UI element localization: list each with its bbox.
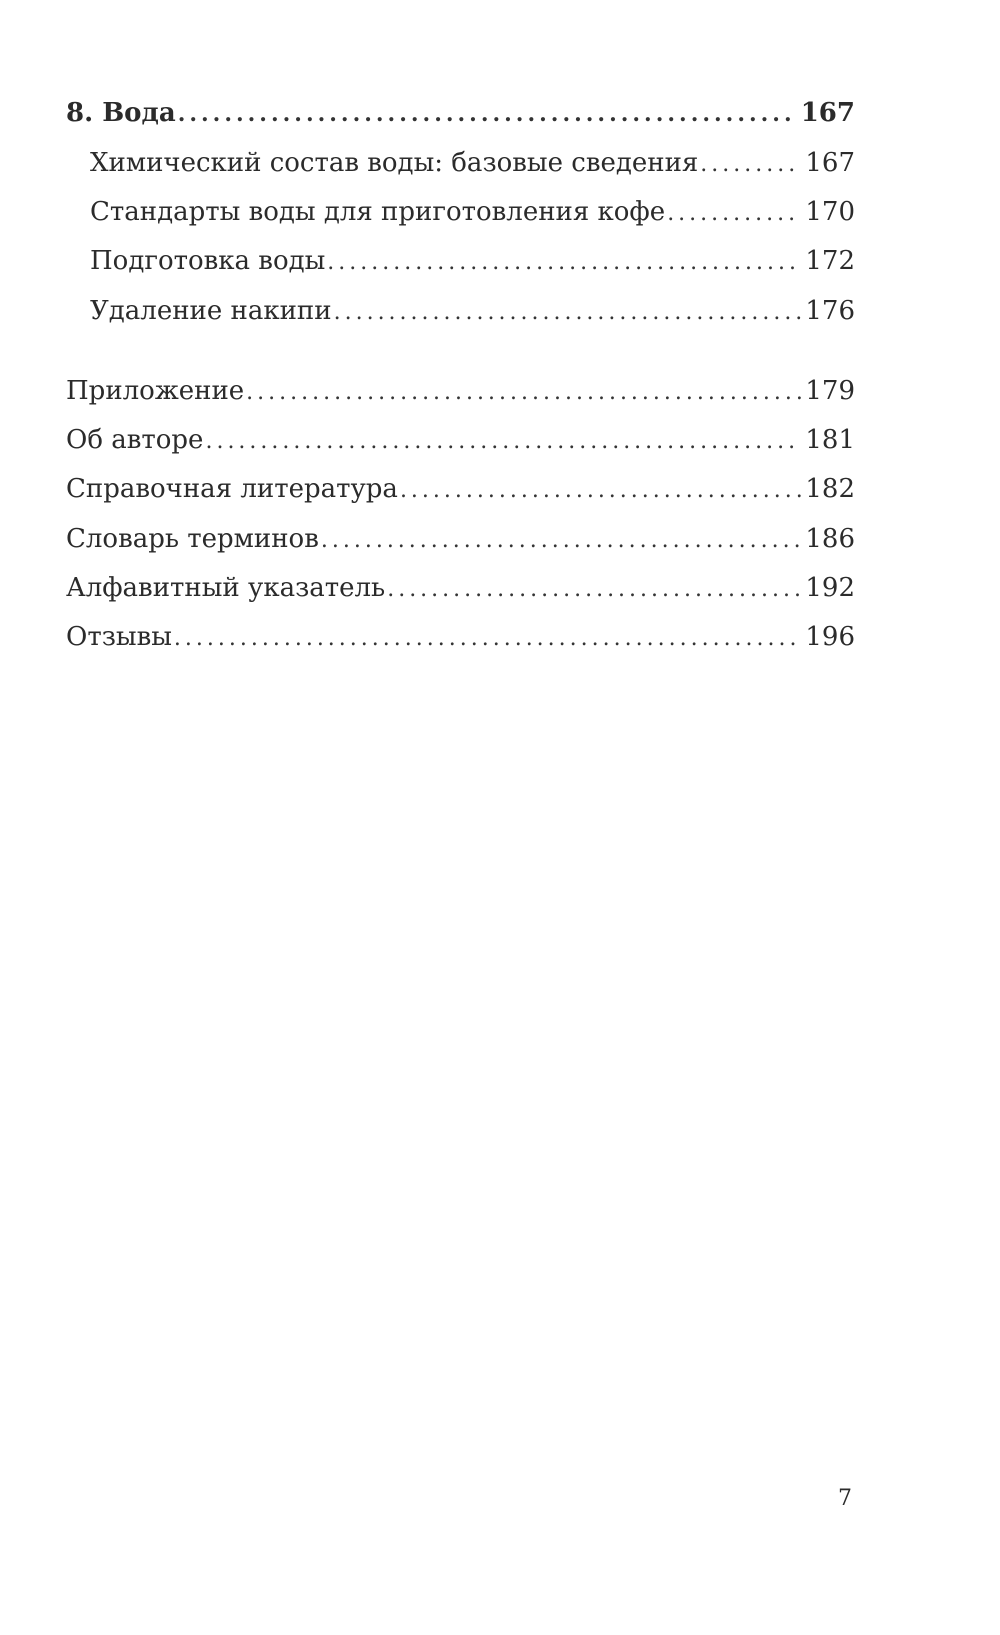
toc-entry-subsection [66, 146, 855, 180]
toc-entry-page: 186 [805, 524, 855, 554]
dot-leader [667, 197, 801, 231]
dot-leader [178, 97, 797, 131]
dot-leader [334, 296, 802, 330]
toc-entry-label: Об авторе [66, 425, 204, 455]
toc-entry-label: Словарь терминов [66, 524, 319, 554]
toc-entry-page: 172 [805, 246, 855, 276]
toc-entry-label: Подготовка воды [90, 246, 326, 276]
toc-entry-label: 8. Вода [66, 98, 176, 128]
dot-leader [387, 573, 801, 607]
toc-entry-subsection [66, 195, 855, 229]
toc-entry-page: 192 [805, 573, 855, 603]
toc-entry-label: Алфавитный указатель [66, 573, 386, 603]
toc-entry-subsection [66, 244, 855, 278]
toc-entry-back-matter [66, 620, 855, 654]
toc-entry-label: Удаление накипи [90, 296, 332, 326]
dot-leader [174, 622, 801, 656]
toc-entry-back-matter [66, 374, 855, 408]
toc-entry-chapter [66, 96, 855, 130]
toc-entry-page: 167 [800, 98, 855, 128]
toc-entry-back-matter [66, 472, 855, 506]
toc-entry-back-matter [66, 571, 855, 605]
toc-entry-label: Химический состав воды: базовые сведения [90, 148, 699, 178]
dot-leader [246, 376, 801, 410]
toc-entry-page: 170 [805, 197, 855, 227]
toc-entry-back-matter [66, 423, 855, 457]
dot-leader [321, 524, 802, 558]
toc-entry-page: 179 [805, 376, 855, 406]
page-number: 7 [838, 1486, 852, 1511]
toc-entry-page: 196 [805, 622, 855, 652]
toc-entry-page: 181 [805, 425, 855, 455]
toc-entry-back-matter [66, 522, 855, 556]
dot-leader [327, 246, 801, 280]
dot-leader [700, 148, 801, 182]
toc-entry-page: 167 [805, 148, 855, 178]
toc-entry-page: 176 [805, 296, 855, 326]
toc-entry-label: Справочная литература [66, 474, 398, 504]
toc-entry-label: Приложение [66, 376, 245, 406]
dot-leader [400, 474, 801, 508]
toc-entry-page: 182 [805, 474, 855, 504]
toc-entry-label: Отзывы [66, 622, 172, 652]
toc-entry-label: Стандарты воды для приготовления кофе [90, 197, 666, 227]
dot-leader [205, 425, 801, 459]
toc-entry-subsection [66, 294, 855, 328]
